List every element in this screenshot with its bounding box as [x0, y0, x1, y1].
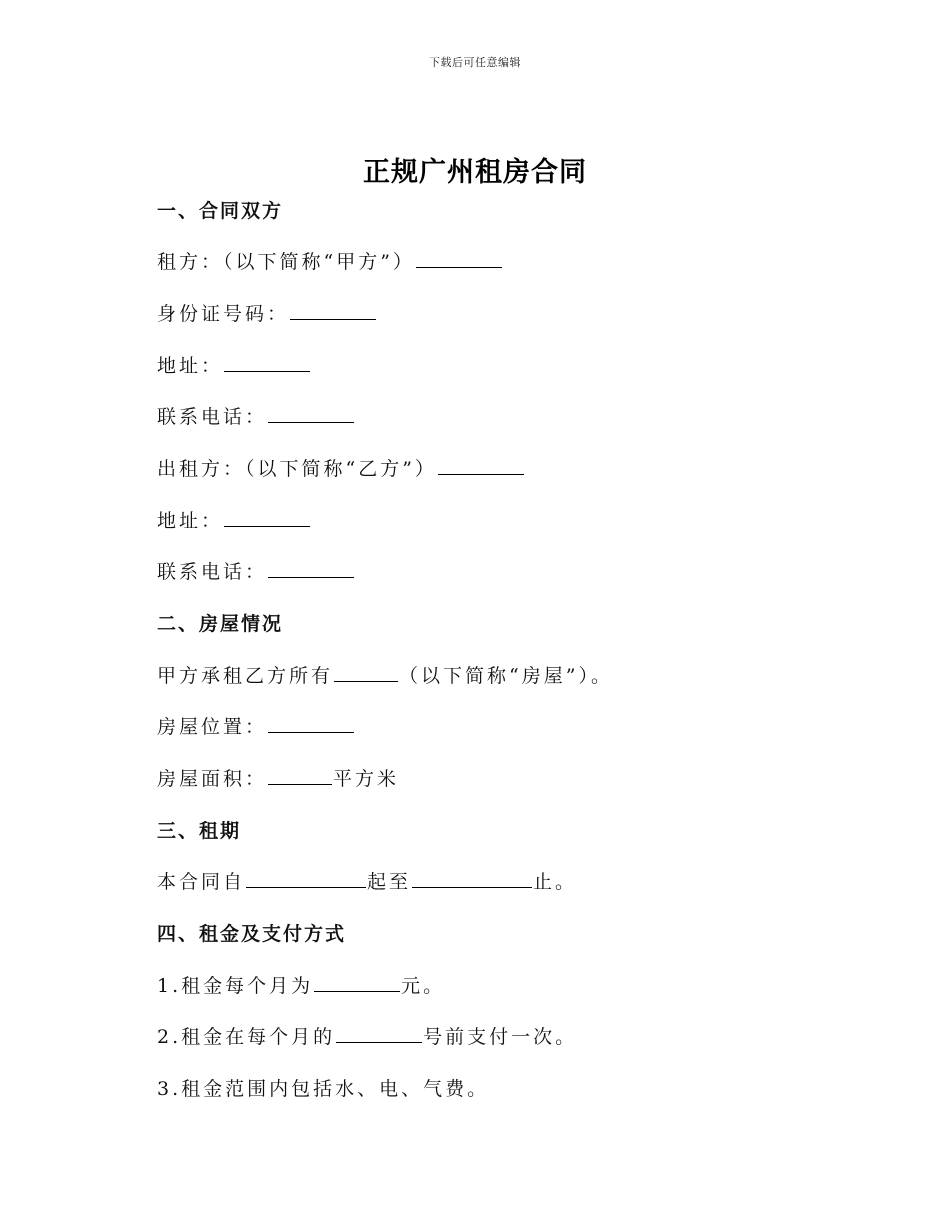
- landlord-line: [157, 456, 525, 482]
- lease-term-after: 止。: [533, 871, 578, 893]
- lease-start-field[interactable]: [246, 869, 366, 888]
- rent-utilities-line: 3.租金范围内包括水、电、气费。: [157, 1078, 490, 1100]
- property-location-field[interactable]: [268, 714, 354, 733]
- rent-amount-after: 元。: [401, 975, 446, 997]
- property-location-label: 房屋位置：: [157, 716, 268, 738]
- property-owner-field[interactable]: [334, 663, 398, 682]
- section-heading-parties: 一、合同双方: [157, 200, 284, 222]
- section-heading-property: 二、房屋情况: [157, 613, 284, 635]
- tenant-phone-line: [157, 404, 355, 430]
- id-number-label: 身份证号码：: [157, 303, 290, 325]
- property-area-field[interactable]: [268, 766, 332, 785]
- landlord-phone-line: [157, 559, 355, 585]
- rent-amount-line: [157, 973, 445, 999]
- landlord-address-line: [157, 508, 311, 534]
- landlord-address-field[interactable]: [224, 508, 310, 527]
- tenant-address-label: 地址：: [157, 355, 224, 377]
- lease-end-field[interactable]: [412, 869, 532, 888]
- header-note: 下载后可任意编辑: [429, 56, 521, 69]
- rent-amount-before: 1.租金每个月为: [157, 975, 314, 997]
- property-area-line: [157, 766, 399, 792]
- id-number-line: [157, 301, 377, 327]
- tenant-phone-label: 联系电话：: [157, 406, 268, 428]
- property-intro-before: 甲方承租乙方所有: [157, 665, 334, 687]
- tenant-phone-field[interactable]: [268, 404, 354, 423]
- rent-amount-field[interactable]: [314, 973, 400, 992]
- property-area-label: 房屋面积：: [157, 768, 268, 790]
- tenant-address-field[interactable]: [224, 353, 310, 372]
- tenant-line: [157, 249, 503, 275]
- lease-term-middle: 起至: [367, 871, 412, 893]
- landlord-label: 出租方：（以下简称“乙方”）: [157, 458, 437, 480]
- tenant-address-line: [157, 353, 311, 379]
- lease-term-line: [157, 869, 577, 895]
- lease-term-before: 本合同自: [157, 871, 246, 893]
- tenant-name-field[interactable]: [416, 249, 502, 268]
- rent-due-after: 号前支付一次。: [423, 1026, 578, 1048]
- rent-due-before: 2.租金在每个月的: [157, 1026, 336, 1048]
- property-intro-after: （以下简称“房屋”）。: [399, 665, 613, 687]
- section-heading-term: 三、租期: [157, 820, 242, 842]
- tenant-label: 租方：（以下简称“甲方”）: [157, 251, 415, 273]
- document-title: 正规广州租房合同: [363, 157, 587, 188]
- property-location-line: [157, 714, 355, 740]
- property-intro-line: [157, 663, 613, 689]
- landlord-phone-field[interactable]: [268, 559, 354, 578]
- section-heading-rent: 四、租金及支付方式: [157, 923, 347, 945]
- landlord-address-label: 地址：: [157, 510, 224, 532]
- property-area-unit: 平方米: [333, 768, 400, 790]
- rent-due-line: [157, 1024, 577, 1050]
- rent-due-day-field[interactable]: [336, 1024, 422, 1043]
- id-number-field[interactable]: [290, 301, 376, 320]
- landlord-phone-label: 联系电话：: [157, 561, 268, 583]
- landlord-name-field[interactable]: [438, 456, 524, 475]
